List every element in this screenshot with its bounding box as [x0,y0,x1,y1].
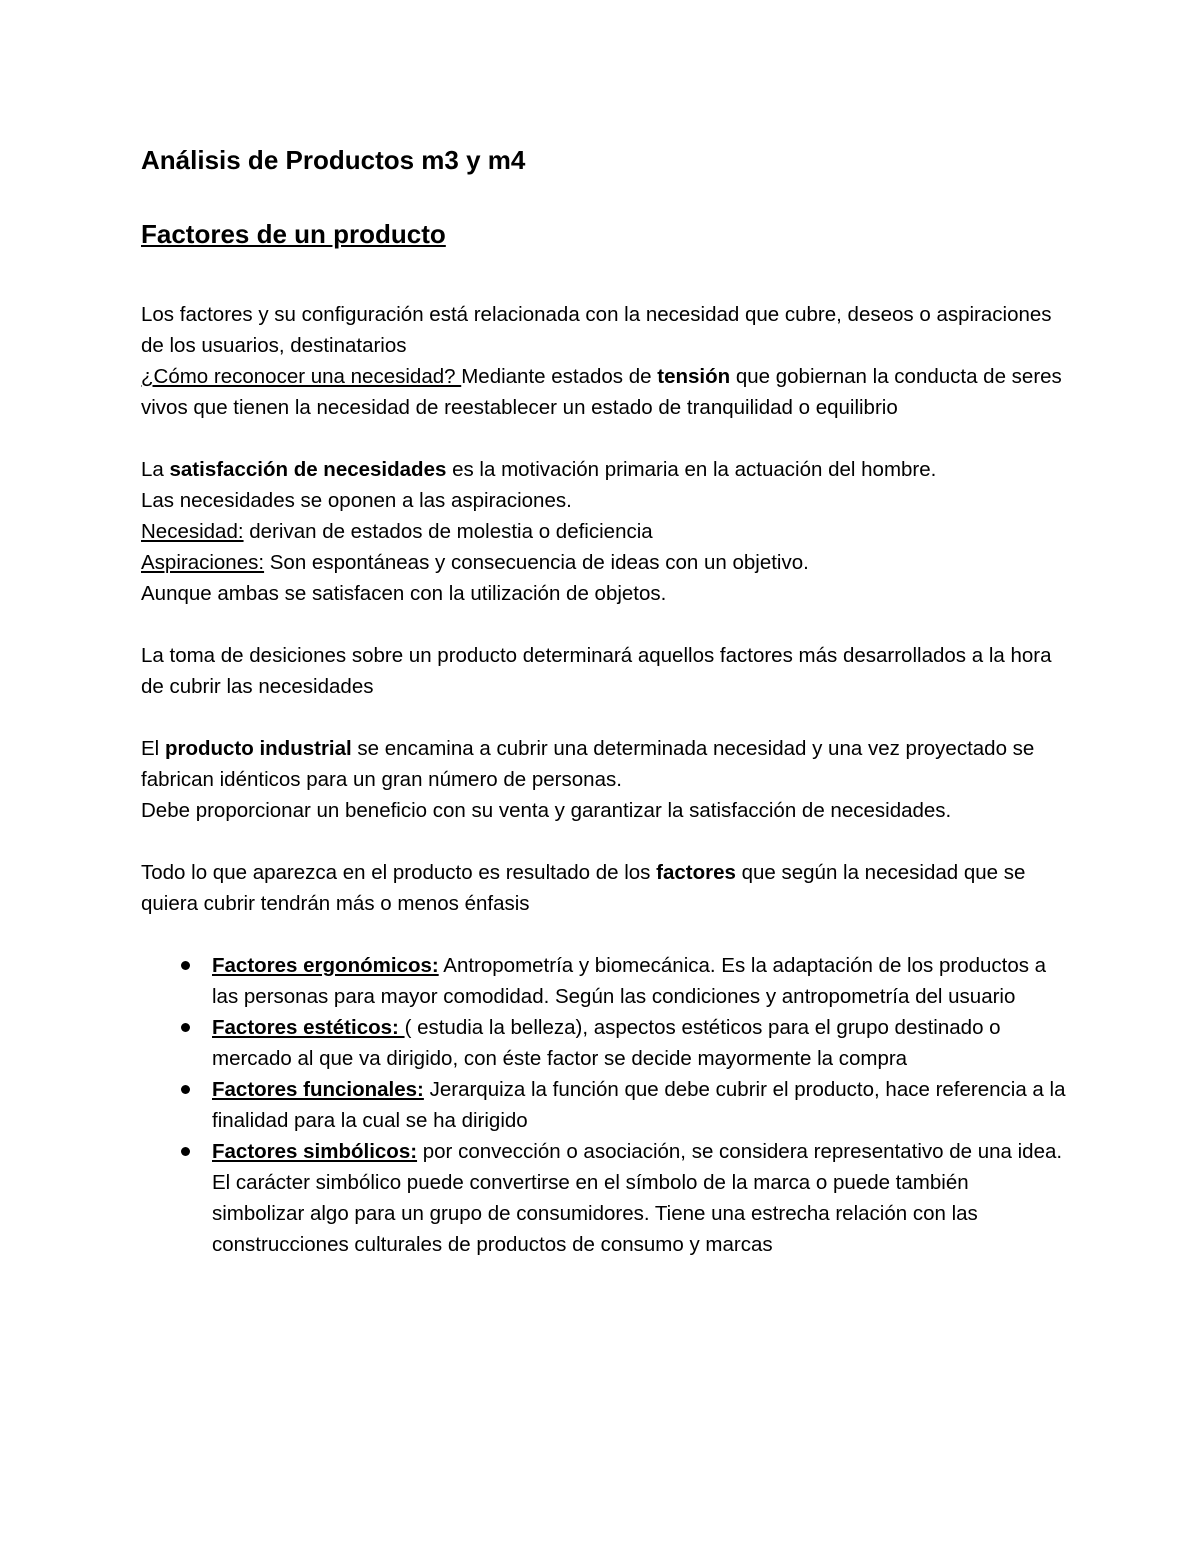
list-item [212,1074,1066,1136]
bullet-icon [181,1085,190,1094]
bullet-icon [181,1023,190,1032]
paragraph-needs: La satisfacción de necesidades es la motivación primaria en la actuación del hombre. Las necesidades se oponen a las aspiraciones. Necesidad: derivan de estados de molestia o deficiencia Aspiraciones: Son espontáneas y consecuencia de ideas con un objetivo. Aunque ambas se satisfacen con la utilización de objetos. [141,458,937,605]
factor-term: Factores estéticos: [212,1016,405,1039]
factors-list [141,950,1066,1260]
factor-term: Factores simbólicos: [212,1140,418,1163]
paragraph-industrial-product: El producto industrial se encamina a cubrir una determinada necesidad y una vez proyectado se fabrican idénticos para un gran número de personas. Debe proporcionar un beneficio con su venta y garantizar la satisfacción de necesidades. [141,737,1035,822]
bullet-icon [181,961,190,970]
document-page [141,140,1066,1260]
tension-term: tensión [657,365,731,388]
list-item [212,1136,1066,1260]
bullet-icon [181,1147,190,1156]
factor-description: Antropometría y biomecánica. Es la adaptación de los productos a las personas para mayor comodidad. Según las condiciones y antropometría del usuario [212,954,1047,1008]
factor-description: por convección o asociación, se considera representativo de una idea. El carácter simbólico puede convertirse en el símbolo de la marca o puede también simbolizar algo para un grupo de consumidores. Tiene una estrecha relación con las construcciones culturales de productos de consumo y marcas [212,1140,1063,1256]
list-item [212,1012,1066,1074]
section-heading: Factores de un producto [141,219,446,249]
document-title: Análisis de Productos m3 y m4 [141,145,526,175]
list-item [212,950,1066,1012]
paragraph-decisions: La toma de desiciones sobre un producto determinará aquellos factores más desarrollados a la hora de cubrir las necesidades [141,644,1052,698]
factors-term: factores [656,861,736,884]
factor-term: Factores ergonómicos: [212,954,439,977]
paragraph-factors: Todo lo que aparezca en el producto es resultado de los factores que según la necesidad que se quiera cubrir tendrán más o menos énfasis [141,861,1026,915]
factor-description: Jerarquiza la función que debe cubrir el producto, hace referencia a la finalidad para la cual se ha dirigido [212,1078,1066,1132]
satisfaction-term: satisfacción de necesidades [169,458,447,481]
industrial-product-term: producto industrial [164,737,352,760]
necessity-question: ¿Cómo reconocer una necesidad? [141,365,462,388]
factor-description: ( estudia la belleza), aspectos estéticos para el grupo destinado o mercado al que va dirigido, con éste factor se decide mayormente la compra [212,1016,1001,1070]
necesidad-label: Necesidad: [141,520,244,543]
intro-text: Los factores y su configuración está relacionada con la necesidad que cubre, deseos o aspiraciones de los usuarios, destinatarios [141,303,1052,357]
factor-term: Factores funcionales: [212,1078,424,1101]
paragraph-factors-intro: Los factores y su configuración está relacionada con la necesidad que cubre, deseos o aspiraciones de los usuarios, destinatarios ¿Cómo reconocer una necesidad? Mediante estados de tensión que gobiernan la conducta de seres vivos que tienen la necesidad de reestablecer un estado de tranquilidad o equilibrio [141,303,1062,419]
aspiraciones-label: Aspiraciones: [141,551,265,574]
